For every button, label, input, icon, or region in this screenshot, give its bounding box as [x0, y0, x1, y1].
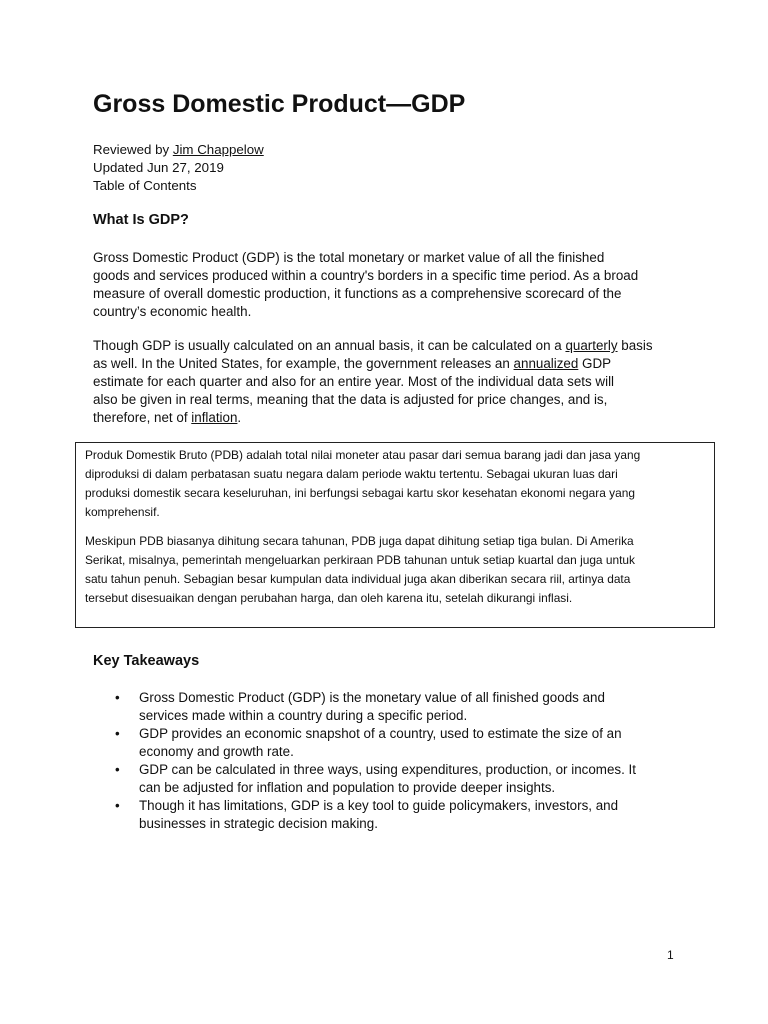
paragraph-line: goods and services produced within a country's borders in a specific time period. As a broad — [93, 268, 639, 283]
what-is-gdp-heading: What Is GDP? — [93, 212, 189, 228]
paragraph-line: estimate for each quarter and also for an entire year. Most of the individual data sets will — [93, 374, 615, 389]
list-item-line: services made within a country during a specific period. — [139, 708, 468, 723]
text-segment: Though GDP is usually calculated on an annual basis, it can be calculated on a — [93, 338, 566, 353]
list-item-line: Gross Domestic Product (GDP) is the monetary value of all finished goods and — [139, 690, 605, 705]
calculation-paragraph — [93, 337, 683, 427]
list-item-line: Though it has limitations, GDP is a key tool to guide policymakers, investors, and — [139, 798, 619, 813]
bullet-icon: • — [115, 690, 120, 705]
list-item-line: economy and growth rate. — [139, 744, 294, 759]
translation-line: Produk Domestik Bruto (PDB) adalah total nilai moneter atau pasar dari semua barang jadi dan jasa yang — [85, 448, 641, 462]
reviewed-by-label: Reviewed by — [93, 142, 173, 157]
key-takeaways-heading: Key Takeaways — [93, 653, 200, 669]
text-segment: as well. In the United States, for example, the government releases an — [93, 356, 514, 371]
article-meta — [93, 141, 264, 195]
reviewer-link[interactable]: Jim Chappelow — [172, 142, 264, 157]
page-title: Gross Domestic Product—GDP — [93, 90, 466, 118]
translation-line: satu tahun penuh. Sebagian besar kumpulan data individual juga akan diberikan secara riil, artinya data — [85, 572, 631, 586]
translation-paragraph-1 — [85, 446, 705, 522]
paragraph-line: Gross Domestic Product (GDP) is the total monetary or market value of all the finished — [93, 250, 605, 265]
list-item-line: businesses in strategic decision making. — [139, 816, 378, 831]
list-item-line: GDP can be calculated in three ways, using expenditures, production, or incomes. It — [139, 762, 636, 777]
translation-line: tersebut disesuaikan dengan perubahan harga, dan oleh karena itu, setelah dikurangi inflasi. — [85, 591, 573, 605]
paragraph-line — [93, 409, 683, 427]
bullet-icon: • — [115, 798, 120, 813]
text-segment: . — [237, 410, 242, 425]
quarterly-link[interactable]: quarterly — [565, 338, 618, 353]
paragraph-line: measure of overall domestic production, it functions as a comprehensive scorecard of the — [93, 286, 622, 301]
translation-box — [75, 442, 715, 628]
list-item — [93, 761, 693, 797]
translation-paragraph-2 — [85, 532, 705, 608]
paragraph-line — [93, 355, 683, 373]
translation-line: komprehensif. — [85, 505, 160, 519]
paragraph-line: also be given in real terms, meaning that the data is adjusted for price changes, and is, — [93, 392, 608, 407]
list-item — [93, 689, 693, 725]
table-of-contents-label[interactable]: Table of Contents — [93, 178, 197, 193]
bullet-icon: • — [115, 726, 120, 741]
bullet-icon: • — [115, 762, 120, 777]
translation-line: produksi domestik secara keseluruhan, ini berfungsi sebagai kartu skor kesehatan ekonomi negara yang — [85, 486, 635, 500]
updated-date: Updated Jun 27, 2019 — [93, 160, 224, 175]
list-item-line: GDP provides an economic snapshot of a country, used to estimate the size of an — [139, 726, 622, 741]
reviewed-by-line — [93, 141, 264, 159]
inflation-link[interactable]: inflation — [191, 410, 238, 425]
text-segment: GDP — [578, 356, 612, 371]
paragraph-line — [93, 337, 683, 355]
definition-paragraph — [93, 249, 683, 321]
paragraph-line: country’s economic health. — [93, 304, 252, 319]
annualized-link[interactable]: annualized — [513, 356, 579, 371]
translation-line: Serikat, misalnya, pemerintah mengeluarkan perkiraan PDB tahunan untuk setiap kuartal dan juga untuk — [85, 553, 635, 567]
list-item — [93, 797, 693, 833]
text-segment: therefore, net of — [93, 410, 192, 425]
text-segment: basis — [617, 338, 653, 353]
translation-line: diproduksi di dalam perbatasan suatu negara dalam periode waktu tertentu. Sebagai ukuran luas dari — [85, 467, 618, 481]
translation-line: Meskipun PDB biasanya dihitung secara tahunan, PDB juga dapat dihitung setiap tiga bulan. Di Amerika — [85, 534, 634, 548]
list-item — [93, 725, 693, 761]
list-item-line: can be adjusted for inflation and population to provide deeper insights. — [139, 780, 556, 795]
takeaways-list — [93, 689, 693, 833]
page-number: 1 — [667, 948, 674, 962]
